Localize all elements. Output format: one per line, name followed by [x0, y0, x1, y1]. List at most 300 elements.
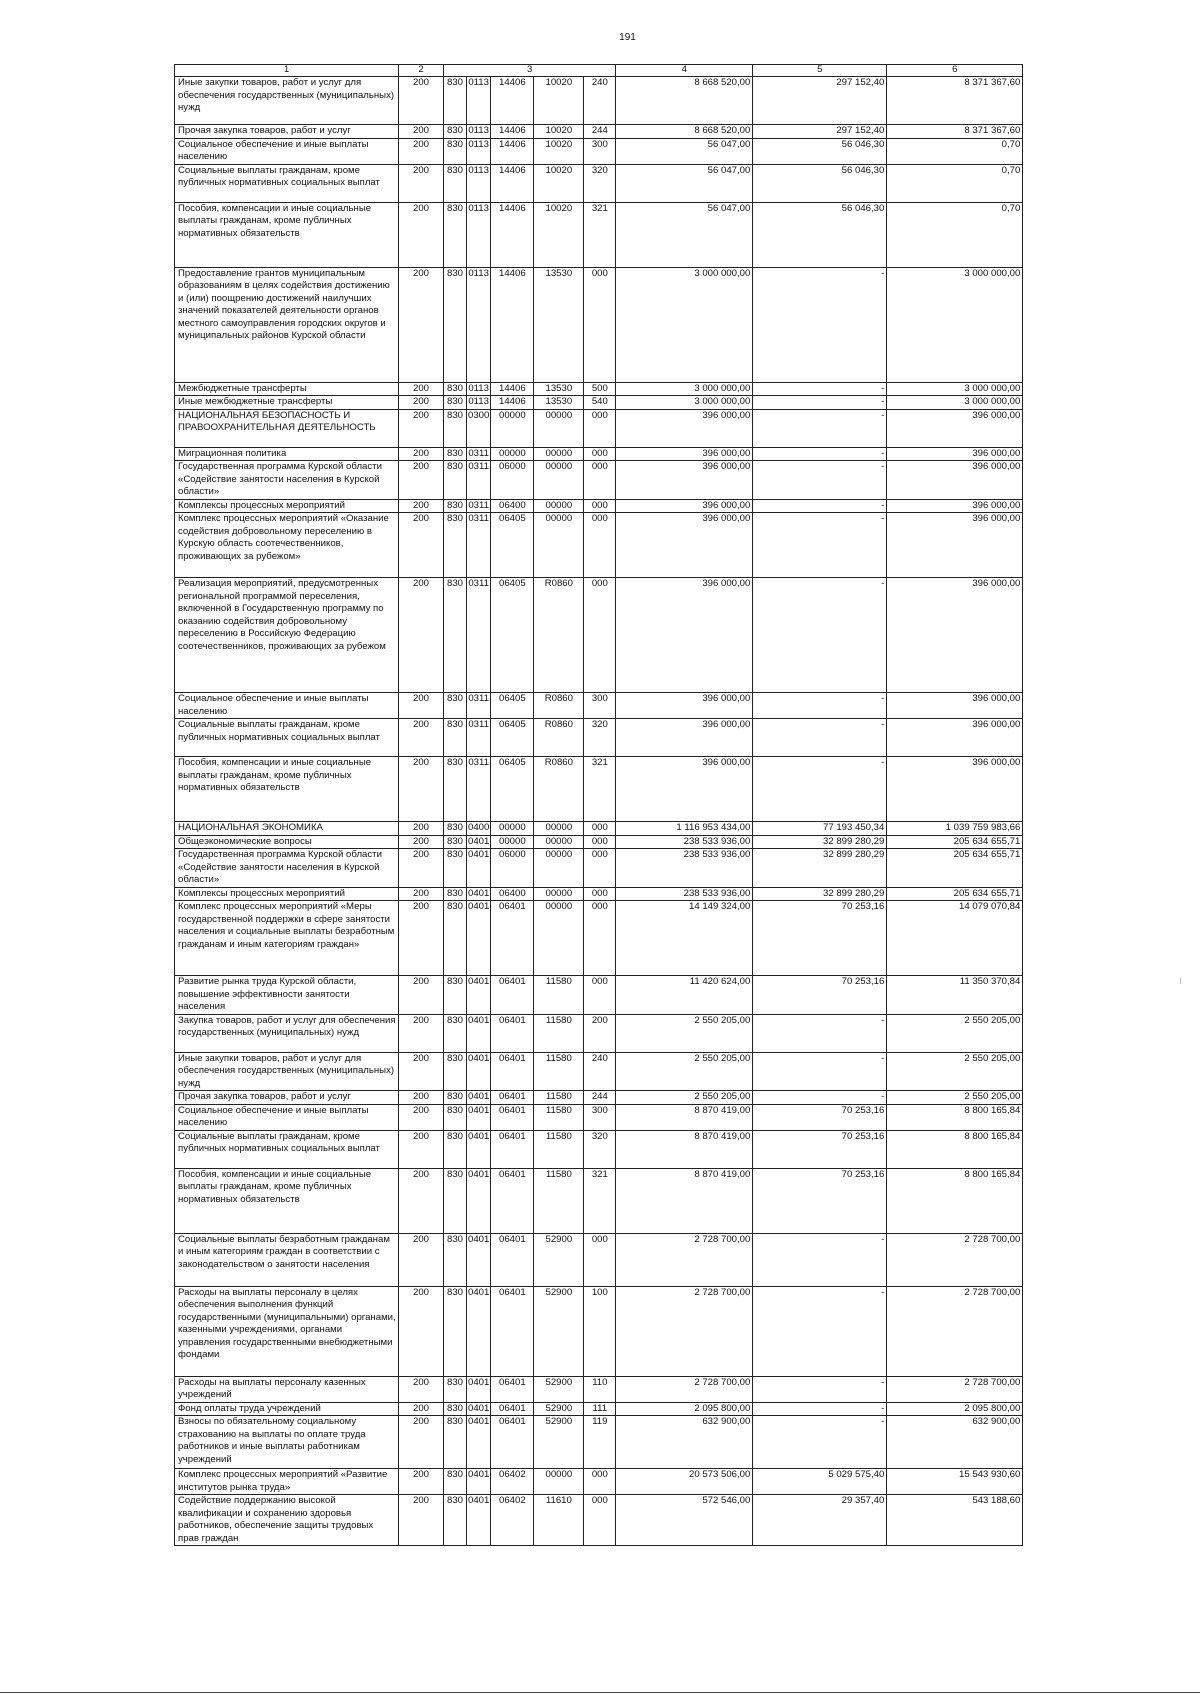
cell-c2: 200 — [399, 1130, 444, 1168]
cell-prog: 14406 — [491, 267, 534, 382]
cell-name: Социальные выплаты гражданам, кроме публичных нормативных социальных выплат — [175, 1130, 399, 1168]
table-row — [175, 125, 1023, 139]
cell-name: Пособия, компенсации и иные социальные выплаты гражданам, кроме публичных нормативных обязательств — [175, 757, 399, 822]
cell-prog: 06400 — [491, 887, 534, 901]
cell-rz: 0401 — [467, 1376, 491, 1402]
cell-dir: 00000 — [534, 835, 584, 849]
cell-name: Общеэкономические вопросы — [175, 835, 399, 849]
cell-v4: 3 000 000,00 — [616, 396, 753, 410]
cell-v4: 238 533 936,00 — [616, 835, 753, 849]
table-row — [175, 202, 1023, 267]
cell-v4: 396 000,00 — [616, 719, 753, 757]
cell-v5: - — [753, 1091, 887, 1105]
cell-grbs: 830 — [444, 138, 467, 164]
cell-prog: 14406 — [491, 125, 534, 139]
column-header: 3 — [444, 65, 616, 77]
cell-c2: 200 — [399, 887, 444, 901]
cell-dir: 00000 — [534, 461, 584, 500]
cell-name: Социальные выплаты гражданам, кроме публичных нормативных социальных выплат — [175, 719, 399, 757]
cell-v4: 2 095 800,00 — [616, 1402, 753, 1416]
cell-grbs: 830 — [444, 578, 467, 693]
cell-v5: - — [753, 578, 887, 693]
cell-prog: 06401 — [491, 1402, 534, 1416]
cell-prog: 14406 — [491, 138, 534, 164]
cell-name: Комплексы процессных мероприятий — [175, 499, 399, 513]
cell-prog: 06401 — [491, 1130, 534, 1168]
cell-vr: 200 — [584, 1014, 616, 1052]
table-row — [175, 138, 1023, 164]
cell-c2: 200 — [399, 1014, 444, 1052]
cell-v5: - — [753, 1402, 887, 1416]
cell-v5: 70 253,16 — [753, 976, 887, 1015]
cell-c2: 200 — [399, 1168, 444, 1233]
cell-prog: 06401 — [491, 1091, 534, 1105]
cell-name: Социальное обеспечение и иные выплаты населению — [175, 1104, 399, 1130]
cell-vr: 111 — [584, 1402, 616, 1416]
cell-name: Пособия, компенсации и иные социальные выплаты гражданам, кроме публичных нормативных обязательств — [175, 1168, 399, 1233]
cell-v4: 396 000,00 — [616, 499, 753, 513]
cell-v6: 1 039 759 983,66 — [887, 822, 1023, 836]
cell-name: НАЦИОНАЛЬНАЯ ЭКОНОМИКА — [175, 822, 399, 836]
table-row — [175, 409, 1023, 447]
cell-v5: 32 899 280,29 — [753, 849, 887, 888]
cell-rz: 0401 — [468, 887, 490, 899]
cell-rz: 0401 — [467, 1233, 491, 1286]
cell-v4: 20 573 506,00 — [616, 1469, 753, 1495]
cell-prog: 06405 — [491, 757, 534, 822]
cell-name: Государственная программа Курской области «Содействие занятости населения в Курской области» — [175, 461, 399, 500]
cell-grbs: 830 — [444, 1014, 467, 1052]
cell-prog: 14406 — [491, 164, 534, 202]
cell-vr: 000 — [584, 822, 616, 836]
cell-vr: 300 — [584, 693, 616, 719]
table-row — [175, 1402, 1023, 1416]
cell-c2: 200 — [399, 822, 444, 836]
cell-dir: 13530 — [534, 396, 584, 410]
cell-dir: R0860 — [534, 757, 584, 822]
cell-rz: 0311 — [467, 693, 491, 719]
cell-grbs: 830 — [444, 1402, 467, 1416]
cell-vr: 000 — [584, 267, 616, 382]
cell-dir: 10020 — [534, 164, 584, 202]
cell-v6: 205 634 655,71 — [887, 835, 1023, 849]
cell-dir: 52900 — [534, 1416, 584, 1469]
table-row — [175, 461, 1023, 500]
cell-v4: 238 533 936,00 — [616, 849, 753, 888]
cell-name: Иные закупки товаров, работ и услуг для обеспечения государственных (муниципальных) нужд — [175, 1052, 399, 1091]
cell-c2: 200 — [399, 1233, 444, 1286]
cell-grbs: 830 — [444, 1286, 467, 1376]
cell-prog: 06402 — [491, 1469, 534, 1495]
cell-grbs: 830 — [444, 822, 467, 836]
cell-v5: 70 253,16 — [753, 1104, 887, 1130]
cell-vr: 100 — [584, 1286, 616, 1376]
cell-grbs: 830 — [444, 1091, 467, 1105]
cell-dir: 00000 — [534, 822, 584, 836]
cell-v5: - — [753, 513, 887, 578]
cell-name: НАЦИОНАЛЬНАЯ БЕЗОПАСНОСТЬ И ПРАВООХРАНИТЕЛЬНАЯ ДЕЯТЕЛЬНОСТЬ — [175, 409, 399, 447]
cell-grbs: 830 — [444, 887, 467, 901]
cell-v5: 70 253,16 — [753, 1130, 887, 1168]
cell-v5: - — [753, 382, 887, 396]
cell-name: Социальные выплаты гражданам, кроме публичных нормативных социальных выплат — [175, 164, 399, 202]
column-header: 6 — [887, 65, 1023, 77]
cell-c2: 200 — [399, 499, 444, 513]
cell-v4: 2 728 700,00 — [616, 1376, 753, 1402]
cell-v4: 14 149 324,00 — [616, 901, 753, 976]
table-row — [175, 1495, 1023, 1546]
cell-v5: 32 899 280,29 — [753, 835, 887, 849]
table-row — [175, 757, 1023, 822]
table-row — [175, 719, 1023, 757]
cell-grbs: 830 — [444, 1052, 467, 1091]
cell-v5: - — [753, 267, 887, 382]
cell-v6: 2 550 205,00 — [887, 1091, 1023, 1105]
cell-c2: 200 — [399, 1402, 444, 1416]
cell-rz: 0400 — [468, 822, 490, 833]
cell-v5: 70 253,16 — [753, 1168, 887, 1233]
cell-name: Расходы на выплаты персоналу казенных учреждений — [175, 1376, 399, 1402]
cell-name: Фонд оплаты труда учреждений — [175, 1402, 399, 1416]
cell-v4: 56 047,00 — [616, 202, 753, 267]
table-row — [175, 901, 1023, 976]
cell-v6: 2 550 205,00 — [887, 1052, 1023, 1091]
cell-vr: 000 — [584, 901, 616, 976]
cell-dir: 00000 — [534, 513, 584, 578]
cell-prog: 14406 — [491, 396, 534, 410]
cell-v5: - — [753, 1014, 887, 1052]
cell-prog: 14406 — [491, 77, 534, 125]
table-row — [175, 1130, 1023, 1168]
cell-name: Развитие рынка труда Курской области, повышение эффективности занятости населения — [175, 976, 399, 1015]
cell-v4: 238 533 936,00 — [616, 887, 753, 901]
cell-prog: 06401 — [491, 1014, 534, 1052]
cell-vr: 244 — [584, 125, 616, 139]
cell-prog: 06405 — [491, 719, 534, 757]
cell-rz: 0401 — [467, 901, 491, 976]
cell-c2: 200 — [399, 202, 444, 267]
cell-prog: 06401 — [491, 1168, 534, 1233]
cell-dir: 11580 — [534, 1168, 584, 1233]
cell-v5: - — [753, 1052, 887, 1091]
cell-prog: 06000 — [491, 461, 534, 500]
cell-v6: 11 350 370,84 — [887, 976, 1023, 1015]
table-row — [175, 1469, 1023, 1495]
cell-grbs: 830 — [444, 976, 467, 1015]
cell-v6: 205 634 655,71 — [887, 887, 1023, 901]
cell-prog: 06401 — [491, 1052, 534, 1091]
cell-c2: 200 — [399, 1104, 444, 1130]
cell-v5: 32 899 280,29 — [753, 887, 887, 901]
table-row — [175, 1376, 1023, 1402]
cell-v6: 2 095 800,00 — [887, 1402, 1023, 1416]
cell-prog: 06405 — [491, 513, 534, 578]
cell-v5: - — [753, 447, 887, 461]
cell-v5: - — [753, 1286, 887, 1376]
cell-grbs: 830 — [444, 901, 467, 976]
cell-dir: 10020 — [534, 138, 584, 164]
cell-v4: 3 000 000,00 — [616, 267, 753, 382]
cell-v5: 56 046,30 — [753, 164, 887, 202]
cell-c2: 200 — [399, 1416, 444, 1469]
cell-rz: 0401 — [467, 1052, 491, 1091]
cell-name: Закупка товаров, работ и услуг для обеспечения государственных (муниципальных) нужд — [175, 1014, 399, 1052]
cell-dir: 00000 — [534, 849, 584, 888]
cell-v6: 8 371 367,60 — [887, 125, 1023, 139]
cell-v5: 297 152,40 — [753, 125, 887, 139]
cell-v4: 2 550 205,00 — [616, 1091, 753, 1105]
table-row — [175, 976, 1023, 1015]
cell-c2: 200 — [399, 901, 444, 976]
cell-dir: 52900 — [534, 1376, 584, 1402]
cell-dir: 11610 — [534, 1495, 584, 1546]
cell-v6: 0,70 — [887, 202, 1023, 267]
cell-prog: 06401 — [491, 901, 534, 976]
cell-v4: 2 728 700,00 — [616, 1286, 753, 1376]
cell-dir: 10020 — [534, 77, 584, 125]
table-row — [175, 849, 1023, 888]
cell-dir: 10020 — [534, 125, 584, 139]
cell-c2: 200 — [399, 77, 444, 125]
cell-c2: 200 — [399, 164, 444, 202]
cell-vr: 320 — [584, 719, 616, 757]
cell-grbs: 830 — [444, 396, 467, 410]
cell-prog: 06000 — [491, 849, 534, 888]
cell-v5: - — [753, 1376, 887, 1402]
cell-dir: 00000 — [534, 447, 584, 461]
cell-dir: 11580 — [534, 1130, 584, 1168]
cell-vr: 500 — [584, 382, 616, 396]
cell-vr: 320 — [584, 1130, 616, 1168]
cell-prog: 06401 — [491, 1104, 534, 1130]
cell-name: Государственная программа Курской области «Содействие занятости населения в Курской области» — [175, 849, 399, 888]
cell-v6: 0,70 — [887, 164, 1023, 202]
cell-v6: 396 000,00 — [887, 578, 1023, 693]
cell-v6: 3 000 000,00 — [887, 267, 1023, 382]
cell-v4: 2 550 205,00 — [616, 1052, 753, 1091]
cell-vr: 000 — [584, 1469, 616, 1495]
cell-name: Комплекс процессных мероприятий «Развитие институтов рынка труда» — [175, 1469, 399, 1495]
cell-name: Социальные выплаты безработным гражданам и иным категориям граждан в соответствии с законодательством о занятости населения — [175, 1233, 399, 1286]
table-row — [175, 887, 1023, 901]
cell-dir: 11580 — [534, 1052, 584, 1091]
scan-mark — [1180, 978, 1181, 984]
cell-name: Комплексы процессных мероприятий — [175, 887, 399, 901]
cell-v4: 8 870 419,00 — [616, 1168, 753, 1233]
cell-c2: 200 — [399, 382, 444, 396]
column-header: 4 — [616, 65, 753, 77]
table-row — [175, 822, 1023, 836]
cell-v5: - — [753, 396, 887, 410]
cell-v6: 3 000 000,00 — [887, 382, 1023, 396]
cell-v6: 2 728 700,00 — [887, 1376, 1023, 1402]
cell-name: Реализация мероприятий, предусмотренных региональной программой переселения, включенной в Государственную программу по оказанию содействия добровольному переселению в Российскую Федерацию соотечественников, проживающих за рубежом — [175, 578, 399, 693]
cell-v5: 29 357,40 — [753, 1495, 887, 1546]
cell-grbs: 830 — [444, 1104, 467, 1130]
cell-prog: 14406 — [491, 382, 534, 396]
cell-grbs: 830 — [444, 757, 467, 822]
cell-rz: 0311 — [468, 447, 489, 459]
cell-rz: 0113 — [467, 202, 491, 267]
cell-v6: 14 079 070,84 — [887, 901, 1023, 976]
cell-v6: 8 800 165,84 — [887, 1130, 1023, 1168]
cell-v5: 5 029 575,40 — [753, 1469, 887, 1495]
cell-name: Социальное обеспечение и иные выплаты населению — [175, 138, 399, 164]
cell-grbs: 830 — [444, 499, 467, 513]
column-header: 5 — [753, 65, 887, 77]
cell-dir: R0860 — [534, 693, 584, 719]
cell-name: Прочая закупка товаров, работ и услуг — [175, 125, 399, 139]
cell-v4: 3 000 000,00 — [616, 382, 753, 396]
cell-dir: 00000 — [534, 1469, 584, 1495]
table-row — [175, 499, 1023, 513]
table-row — [175, 1014, 1023, 1052]
cell-rz: 0311 — [467, 578, 491, 693]
cell-vr: 119 — [584, 1416, 616, 1469]
cell-vr: 300 — [584, 138, 616, 164]
table-row — [175, 1052, 1023, 1091]
cell-v5: - — [753, 1233, 887, 1286]
cell-rz: 0300 — [467, 409, 491, 447]
cell-v6: 205 634 655,71 — [887, 849, 1023, 888]
cell-v4: 2 728 700,00 — [616, 1233, 753, 1286]
cell-dir: 11580 — [534, 1014, 584, 1052]
cell-rz: 0311 — [467, 719, 491, 757]
cell-grbs: 830 — [444, 461, 467, 500]
cell-rz: 0401 — [467, 1104, 491, 1130]
cell-c2: 200 — [399, 1469, 444, 1495]
table-row — [175, 267, 1023, 382]
cell-rz: 0401 — [468, 1091, 490, 1102]
cell-v4: 396 000,00 — [616, 513, 753, 578]
cell-dir: 11580 — [534, 1091, 584, 1105]
cell-vr: 321 — [584, 757, 616, 822]
cell-prog: 06401 — [491, 976, 534, 1015]
cell-dir: 00000 — [534, 409, 584, 447]
cell-v5: 297 152,40 — [753, 77, 887, 125]
cell-dir: 52900 — [534, 1402, 584, 1416]
cell-v6: 396 000,00 — [887, 461, 1023, 500]
cell-grbs: 830 — [444, 1168, 467, 1233]
cell-dir: 00000 — [534, 887, 584, 901]
table-row — [175, 1168, 1023, 1233]
cell-v6: 396 000,00 — [887, 499, 1023, 513]
cell-v5: - — [753, 499, 887, 513]
cell-v4: 8 668 520,00 — [616, 125, 753, 139]
cell-c2: 200 — [399, 267, 444, 382]
cell-prog: 06402 — [491, 1495, 534, 1546]
cell-v5: 56 046,30 — [753, 138, 887, 164]
cell-v5: - — [753, 693, 887, 719]
cell-rz: 0401 — [467, 1469, 491, 1495]
column-header: 2 — [399, 65, 444, 77]
cell-v6: 396 000,00 — [887, 757, 1023, 822]
cell-rz: 0311 — [467, 461, 491, 500]
cell-rz: 0401 — [467, 1495, 491, 1546]
cell-prog: 06405 — [491, 693, 534, 719]
cell-v4: 2 550 205,00 — [616, 1014, 753, 1052]
cell-grbs: 830 — [444, 693, 467, 719]
cell-prog: 00000 — [491, 822, 534, 836]
cell-grbs: 830 — [444, 1416, 467, 1469]
cell-name: Взносы по обязательному социальному страхованию на выплаты по оплате труда работников и иные выплаты работникам учреждений — [175, 1416, 399, 1469]
cell-prog: 06401 — [491, 1376, 534, 1402]
cell-grbs: 830 — [444, 164, 467, 202]
cell-rz: 0311 — [467, 757, 491, 822]
cell-prog: 00000 — [491, 409, 534, 447]
cell-dir: 11580 — [534, 976, 584, 1015]
cell-v4: 396 000,00 — [616, 693, 753, 719]
table-row — [175, 1091, 1023, 1105]
cell-v4: 56 047,00 — [616, 138, 753, 164]
cell-vr: 240 — [584, 77, 616, 125]
cell-grbs: 830 — [444, 1376, 467, 1402]
cell-prog: 14406 — [491, 202, 534, 267]
cell-rz: 0401 — [467, 1168, 491, 1233]
cell-prog: 06401 — [491, 1233, 534, 1286]
cell-v4: 396 000,00 — [616, 578, 753, 693]
cell-grbs: 830 — [444, 1130, 467, 1168]
cell-vr: 300 — [584, 1104, 616, 1130]
cell-rz: 0401 — [468, 835, 490, 847]
cell-c2: 200 — [399, 1091, 444, 1105]
cell-rz: 0113 — [467, 77, 491, 125]
cell-dir: 10020 — [534, 202, 584, 267]
cell-v4: 1 116 953 434,00 — [616, 822, 753, 836]
cell-v5: 77 193 450,34 — [753, 822, 887, 836]
cell-name: Миграционная политика — [175, 447, 399, 461]
cell-grbs: 830 — [444, 382, 467, 396]
cell-grbs: 830 — [444, 77, 467, 125]
cell-c2: 200 — [399, 1286, 444, 1376]
cell-name: Иные закупки товаров, работ и услуг для обеспечения государственных (муниципальных) нужд — [175, 77, 399, 125]
cell-grbs: 830 — [444, 719, 467, 757]
cell-c2: 200 — [399, 757, 444, 822]
cell-vr: 244 — [584, 1091, 616, 1105]
table-row — [175, 1286, 1023, 1376]
cell-v6: 2 728 700,00 — [887, 1233, 1023, 1286]
cell-name: Комплекс процессных мероприятий «Меры государственной поддержки в сфере занятости населения и социальные выплаты безработным гражданам и иным категориям граждан» — [175, 901, 399, 976]
cell-v6: 0,70 — [887, 138, 1023, 164]
cell-c2: 200 — [399, 578, 444, 693]
cell-vr: 321 — [584, 1168, 616, 1233]
cell-prog: 00000 — [491, 447, 534, 461]
cell-c2: 200 — [399, 976, 444, 1015]
cell-prog: 00000 — [491, 835, 534, 849]
cell-c2: 200 — [399, 1495, 444, 1546]
table-row — [175, 164, 1023, 202]
cell-v6: 396 000,00 — [887, 719, 1023, 757]
cell-dir: 13530 — [534, 267, 584, 382]
cell-v5: 70 253,16 — [753, 901, 887, 976]
cell-name: Расходы на выплаты персоналу в целях обеспечения выполнения функций государственными (муниципальными) органами, казенными учреждениями, органами управления государственными внебюджетными фондами — [175, 1286, 399, 1376]
cell-v4: 396 000,00 — [616, 461, 753, 500]
cell-prog: 06400 — [491, 499, 534, 513]
cell-vr: 240 — [584, 1052, 616, 1091]
cell-v6: 543 188,60 — [887, 1495, 1023, 1546]
cell-v6: 396 000,00 — [887, 513, 1023, 578]
cell-name: Прочая закупка товаров, работ и услуг — [175, 1091, 399, 1105]
cell-name: Пособия, компенсации и иные социальные выплаты гражданам, кроме публичных нормативных обязательств — [175, 202, 399, 267]
cell-v5: - — [753, 719, 887, 757]
cell-rz: 0401 — [468, 1402, 490, 1414]
cell-c2: 200 — [399, 719, 444, 757]
cell-v4: 396 000,00 — [616, 409, 753, 447]
cell-c2: 200 — [399, 835, 444, 849]
cell-c2: 200 — [399, 1376, 444, 1402]
table-row — [175, 77, 1023, 125]
cell-rz: 0401 — [467, 976, 491, 1015]
